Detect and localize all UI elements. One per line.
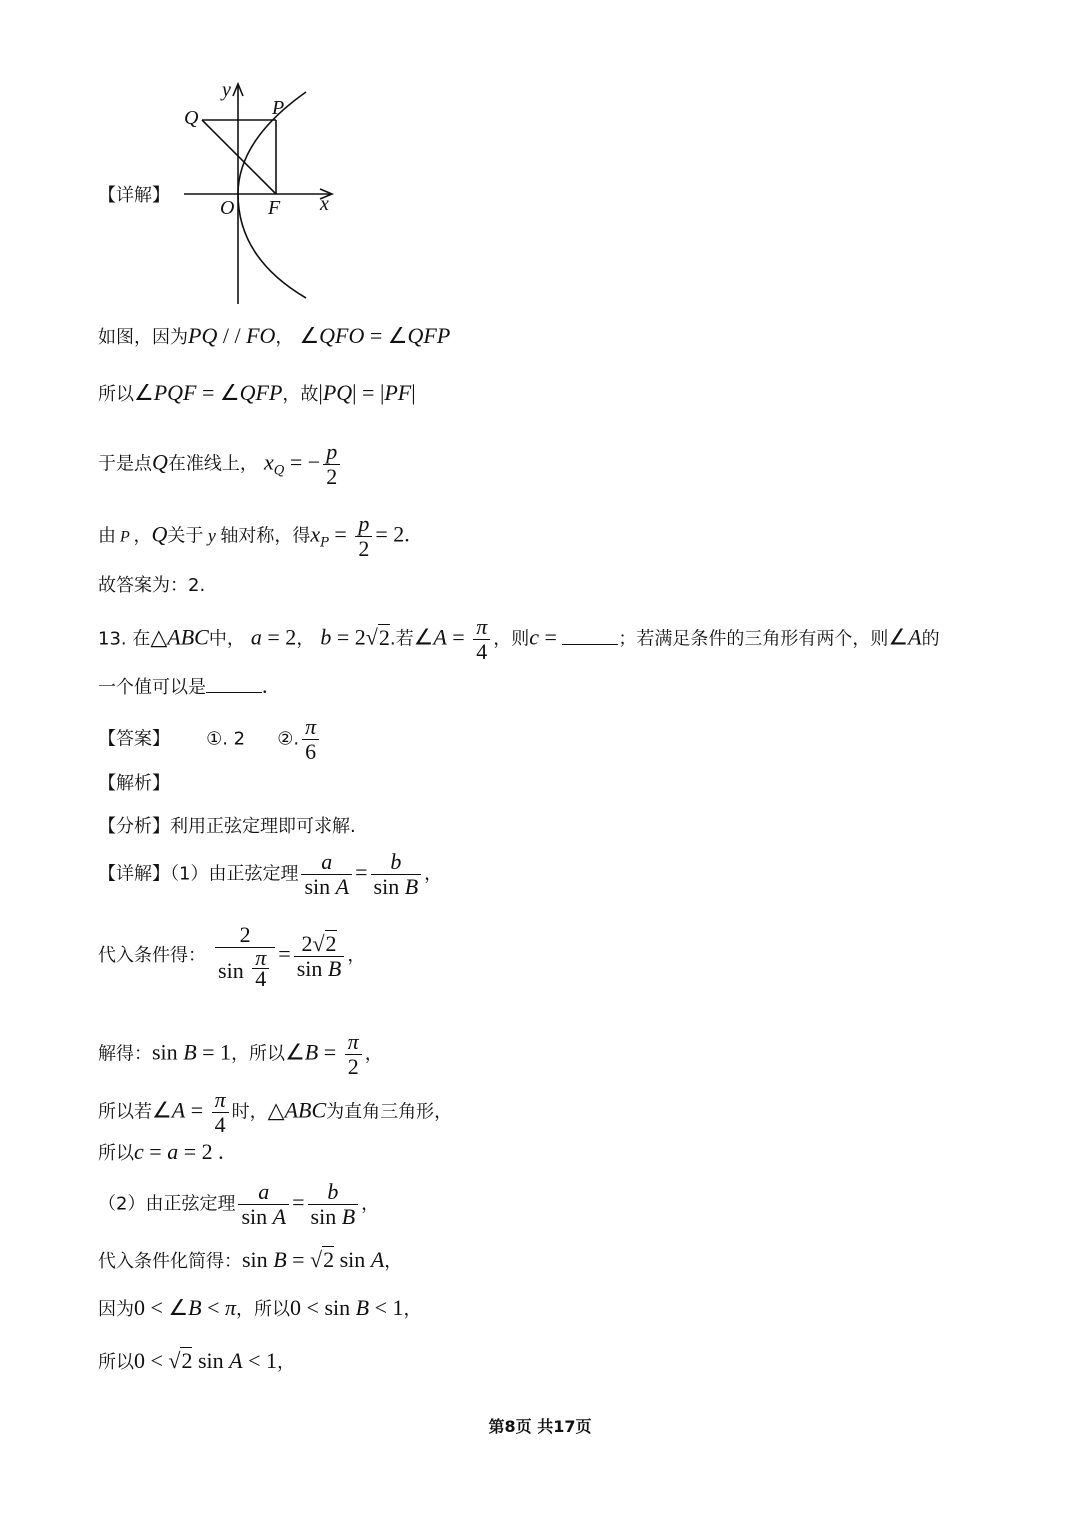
part-2-line: （2）由正弦定理 $\frac{a}{\text{sin A}}$ = $\frac{b}{\text{sin B}}$ ， — [98, 1179, 380, 1229]
c-equals-line: 所以c = a = 2 . — [98, 1139, 224, 1164]
suoyi-text: ，所以 — [231, 1043, 286, 1065]
l1-text: 如图，因为 — [98, 327, 188, 348]
parabola-curve — [238, 92, 306, 298]
line-4: 由 P ，Q关于 y 轴对称，得$x_P$ = $\frac{p}{2}$ = 2. — [98, 511, 410, 561]
daoru-line: 代入条件得： 2 sin $\frac{\pi}{4}$ = $\frac{2√2}{\text{sin B}}$ ， — [98, 922, 366, 991]
fenxi-line: 【分析】利用正弦定理即可求解. — [98, 816, 356, 837]
suoyiruo-text: 所以若 — [98, 1101, 152, 1123]
yinwei-line: 因为0 < ∠B < π，所以0 < sin B < 1， — [98, 1295, 422, 1320]
daoru-text: 代入条件得： — [98, 945, 206, 966]
l4-text: 由 — [98, 525, 116, 547]
label-p: P — [272, 97, 285, 119]
q13-end: 的 — [921, 628, 940, 650]
suoyi3-line: 所以0 < √2 sin A < 1， — [98, 1348, 296, 1373]
q13-num: 13. 在 — [98, 628, 151, 650]
suoyi-c-text: 所以 — [98, 1143, 134, 1164]
line-3: 于是点Q在准线上， $x_Q$ = − $\frac{p}{2}$ — [98, 440, 343, 489]
question-13-line2: 一个值可以是 . — [98, 673, 268, 698]
label-f: F — [268, 197, 281, 219]
label-x: x — [320, 193, 329, 215]
zhijiao-text: 为直角三角形， — [326, 1101, 453, 1123]
part-2-text: （2）由正弦定理 — [98, 1193, 236, 1215]
answer-2-label: ②. — [277, 728, 300, 750]
q13-then: ，则 — [493, 628, 530, 650]
huajian-text: 代入条件化简得： — [98, 1251, 242, 1272]
label-y: y — [222, 79, 231, 101]
answer-label: 【答案】 — [98, 728, 170, 750]
q13-if: .若 — [389, 628, 414, 650]
l4c-text: 关于 — [167, 525, 204, 547]
analysis-label: 【解析】 — [98, 773, 170, 794]
q13-mid: 中， — [208, 628, 245, 650]
label-o: O — [220, 197, 235, 219]
suoyiruo-line: 所以若∠A = $\frac{\pi}{4}$ 时，△ABC为直角三角形， — [98, 1087, 453, 1137]
l4b-text: ， — [133, 525, 152, 547]
answer-1: ①. 2 — [206, 728, 246, 750]
jiede-line: 解得：sin B = 1，所以∠B = $\frac{\pi}{2}$ ， — [98, 1029, 383, 1079]
answer-line: 【答案】 ①. 2 ②. $\frac{\pi}{6}$ — [98, 715, 322, 764]
blank-2[interactable] — [206, 676, 262, 693]
detail-label: 【详解】 — [98, 185, 170, 206]
l2b-text: ，故 — [282, 384, 319, 405]
l4d-text: 轴对称，得 — [220, 525, 311, 547]
l2-text: 所以 — [98, 384, 134, 405]
suoyi3-text: 所以 — [98, 1352, 134, 1373]
page-footer: 第8页 共17页 — [488, 1417, 592, 1436]
yinwei-text: 因为 — [98, 1299, 134, 1320]
q13-two: ；若满足条件的三角形有两个，则 — [618, 628, 889, 650]
shi-text: 时， — [231, 1101, 268, 1123]
line-2: 所以∠PQF = ∠QFP，故|PQ| = |PF| — [98, 380, 416, 405]
suoyi2-text: ，所以 — [236, 1299, 291, 1320]
q13-line2-text: 一个值可以是 — [98, 677, 206, 698]
parabola-diagram — [176, 78, 366, 310]
line-1: 如图，因为PQ / / FO， ∠QFO = ∠QFP — [98, 323, 451, 348]
line-5: 故答案为：2. — [98, 575, 206, 596]
question-13: 13. 在△ABC中， a = 2， b = 2√2.若∠A = $\frac{\pi}{4}$ ，则c = ；若满足条件的三角形有两个，则∠A的 — [98, 614, 940, 664]
l3b-text: 在准线上， — [167, 453, 258, 475]
huajian-line: 代入条件化简得：sin B = √2 sin A， — [98, 1247, 403, 1272]
detail-1-line: 【详解】（1）由正弦定理 $\frac{a}{\text{sin A}}$ = $\frac{b}{\text{sin B}}$ ， — [98, 849, 443, 899]
l3-text: 于是点 — [98, 453, 152, 475]
parabola-figure — [176, 78, 366, 315]
label-q: Q — [184, 107, 199, 129]
detail-1-text: 【详解】（1）由正弦定理 — [98, 863, 299, 885]
blank-1[interactable] — [562, 628, 618, 645]
jiede-text: 解得： — [98, 1043, 152, 1065]
